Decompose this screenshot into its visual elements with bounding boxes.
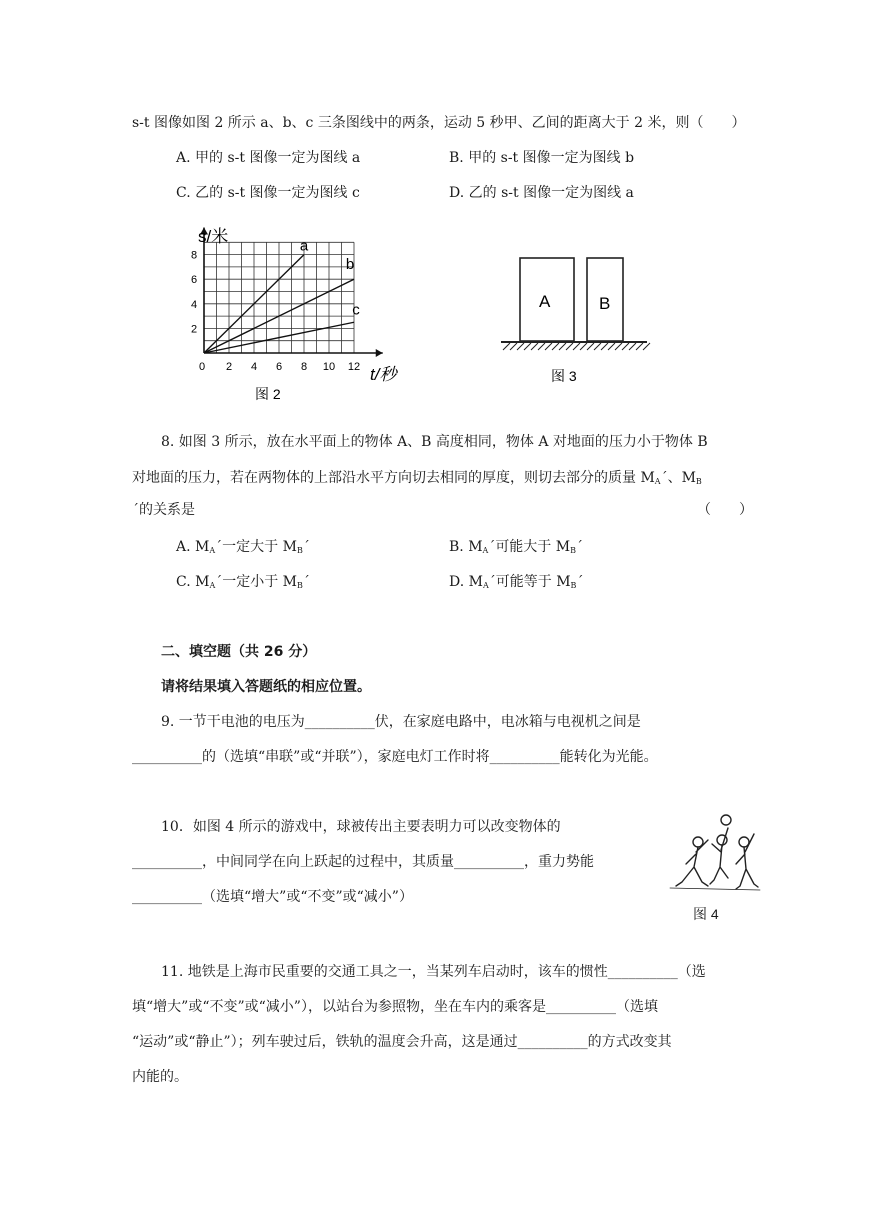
x-axis-arrow [376,349,383,357]
hatch-stroke [594,343,601,350]
children-sketch [670,815,760,890]
hatch-stroke [580,343,587,350]
q7-option-a: A. 甲的 s-t 图像一定为图线 a [176,150,361,166]
fig2-xlabel: t/秒 [370,365,397,384]
hatch-stroke [608,343,615,350]
q8-option-c: C. $M_A´$一定小于 $M_B´$ [176,574,310,590]
q8-option-d: D. $M_A´$可能等于 $M_B´$ [449,574,584,590]
line-label-a: a [299,237,309,255]
q10-line1: 10．如图 4 所示的游戏中，球被传出主要表明力可以改变物体的 [161,819,561,835]
q9-line2: __________的（选填“串联”或“并联”），家庭电灯工作时将__________能转化为光能。 [132,749,658,765]
q8-option-b: B. $M_A´$可能大于 $M_B´$ [449,539,583,555]
y-tick-label: 2 [190,323,198,336]
fig3-caption: 图 3 [551,368,577,384]
x-tick-label: 10 [322,361,336,373]
hatch-stroke [531,343,538,350]
q9-line1: 9. 一节干电池的电压为__________伏，在家庭电路中，电冰箱与电视机之间是 [161,714,641,730]
hatch-stroke [538,343,545,350]
q8-line2: 对地面的压力，若在两物体的上部沿水平方向切去相同的厚度，则切去部分的质量 $M_A´$、$M_B$ [132,470,702,486]
hatch-stroke [517,343,524,350]
x-tick-label: 4 [250,361,258,373]
fig2-ylabel: s/米 [198,227,229,246]
origin-label: 0 [198,361,206,373]
hatch-stroke [573,343,580,350]
q7-option-c: C. 乙的 s-t 图像一定为图线 c [176,185,360,201]
section-2-instruction: 请将结果填入答题纸的相应位置。 [161,679,371,695]
q11-line3: “运动”或“静止”）；列车驶过后，铁轨的温度会升高，这是通过__________的方式改变其 [132,1034,672,1050]
x-tick-label: 6 [275,361,283,373]
x-tick-label: 8 [300,361,308,373]
hatch-stroke [615,343,622,350]
q8-answer-bracket: （ ） [697,502,753,518]
q8-line1: 8. 如图 3 所示，放在水平面上的物体 A、B 高度相同，物体 A 对地面的压力小于物体 B [161,434,708,450]
fig2-grid [204,242,354,353]
q8-option-a: A. $M_A´$一定大于 $M_B´$ [176,539,310,555]
hatch-stroke [552,343,559,350]
hatch-stroke [503,343,510,350]
x-tick-label: 12 [347,361,361,373]
hatch-stroke [643,343,650,350]
q7-option-d: D. 乙的 s-t 图像一定为图线 a [449,185,634,201]
y-tick-label: 6 [190,274,198,287]
ground-hatching [503,343,650,350]
q7-stem: s-t 图像如图 2 所示 a、b、c 三条图线中的两条，运动 5 秒甲、乙间的距离大于 2 米，则（ ） [132,115,746,131]
figure-2-st-graph [180,220,420,410]
hatch-stroke [601,343,608,350]
hatch-stroke [622,343,629,350]
q11-line1: 11. 地铁是上海市民重要的交通工具之一，当某列车启动时，该车的惯性__________（选 [161,964,706,980]
hatch-stroke [545,343,552,350]
figure-4-ball-game [660,812,770,932]
fig4-caption: 图 4 [693,906,719,922]
hatch-stroke [566,343,573,350]
hatch-stroke [587,343,594,350]
hatch-stroke [636,343,643,350]
q7-option-b: B. 甲的 s-t 图像一定为图线 b [449,150,635,166]
hatch-stroke [524,343,531,350]
q10-line2: __________，中间同学在向上跃起的过程中，其质量__________，重力势能 [132,854,594,870]
fig2-caption: 图 2 [255,386,281,402]
x-tick-label: 2 [225,361,233,373]
hatch-stroke [629,343,636,350]
q11-line4: 内能的。 [132,1069,188,1085]
q10-line3: __________（选填“增大”或“不变”或“减小”） [132,889,413,905]
y-tick-label: 4 [190,298,198,311]
ball-icon [721,815,731,825]
section-2-title: 二、填空题（共 26 分） [161,644,317,660]
q11-line2: 填“增大”或“不变”或“减小”），以站台为参照物，坐在车内的乘客是__________（选填 [132,999,658,1015]
block-b-label: B [599,294,611,313]
block-a-label: A [539,292,551,311]
line-label-b: b [345,256,355,274]
line-label-c: c [352,301,360,319]
hatch-stroke [510,343,517,350]
q8-line3: ´的关系是 [132,502,195,518]
figure-3-blocks [495,250,655,390]
y-tick-label: 8 [190,249,198,262]
hatch-stroke [559,343,566,350]
